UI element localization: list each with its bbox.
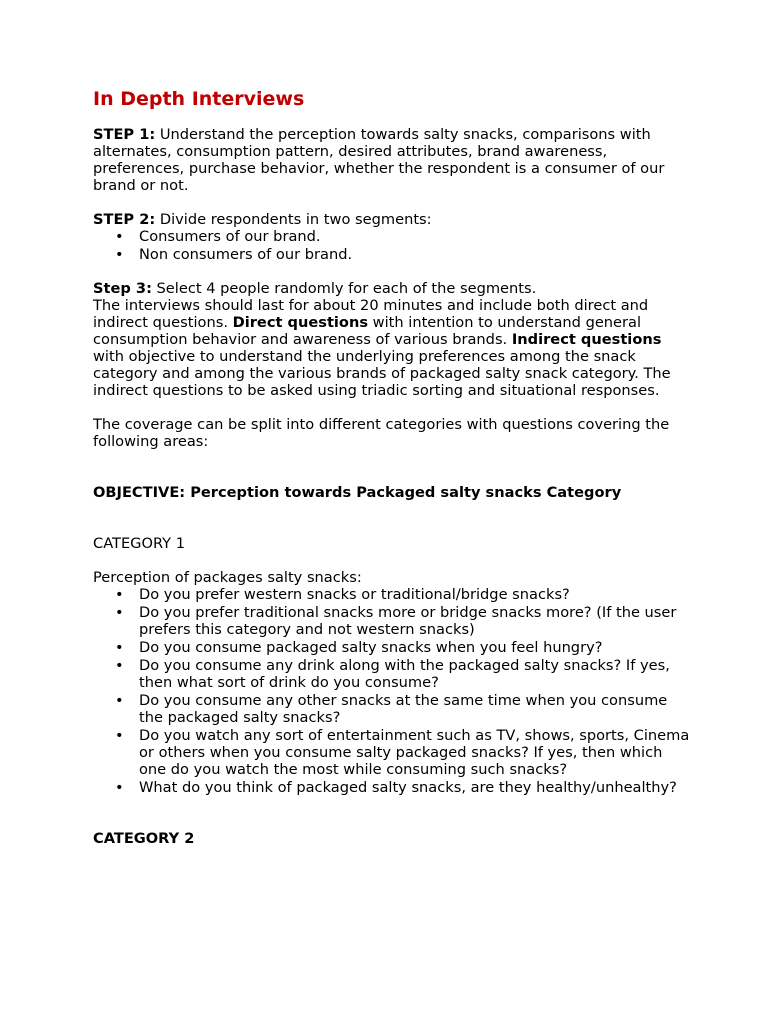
step2-text: Divide respondents in two segments: — [155, 211, 432, 228]
step2-paragraph — [93, 211, 693, 228]
direct-questions-label: Direct questions — [232, 314, 369, 331]
objective-text: OBJECTIVE: Perception towards Packaged salty snacks Category — [93, 484, 622, 501]
list-item: • Do you consume any drink along with the packaged salty snacks? If yes, then what sort of drink do you consume? — [93, 657, 693, 691]
objective-heading — [93, 484, 693, 501]
coverage-paragraph: The coverage can be split into different categories with questions covering the following areas: — [93, 416, 670, 450]
list-item: • What do you think of packaged salty snacks, are they healthy/unhealthy? — [93, 779, 693, 796]
category2-heading — [93, 830, 693, 847]
step3-paragraph — [93, 280, 693, 297]
list-item: • Non consumers of our brand. — [93, 246, 693, 263]
category1-heading: CATEGORY 1 — [93, 535, 186, 552]
list-item: • Consumers of our brand. — [93, 228, 693, 245]
step2-label: STEP 2: — [93, 211, 156, 228]
list-item: • Do you consume packaged salty snacks when you feel hungry? — [93, 639, 693, 656]
list-item: • Do you prefer western snacks or traditional/bridge snacks? — [93, 586, 693, 603]
document-page — [93, 86, 693, 847]
list-item: • Do you consume any other snacks at the same time when you consume the packaged salty snacks? — [93, 692, 693, 726]
list-item: • Do you prefer traditional snacks more or bridge snacks more? (If the user prefers this category and not western snacks) — [93, 604, 693, 638]
step3-label: Step 3: — [93, 280, 152, 297]
interview-text-b: with intention to understand general consumption behavior and awareness of various brands. — [93, 314, 642, 348]
interview-description — [93, 297, 693, 399]
indirect-questions-label: Indirect questions — [511, 331, 662, 348]
category1-questions — [93, 586, 693, 796]
step3-text: Select 4 people randomly for each of the segments. — [151, 280, 537, 297]
segments-list — [93, 228, 693, 263]
step1-text: Understand the perception towards salty snacks, comparisons with alternates, consumption pattern, desired attributes, brand awareness, preferences, purchase behavior, whether the respondent is a consumer of our brand or not. — [93, 126, 665, 194]
step1-paragraph — [93, 126, 693, 194]
page-title: In Depth Interviews — [93, 88, 305, 110]
list-item: • Do you watch any sort of entertainment such as TV, shows, sports, Cinema or others when you consume salty packaged snacks? If yes, then which one do you watch the most while consuming such snacks? — [93, 727, 693, 778]
interview-text-a: The interviews should last for about 20 minutes and include both direct and indirect questions. — [93, 297, 649, 331]
interview-text-c: with objective to understand the underlying preferences among the snack category and among the various brands of packaged salty snack category. The indirect questions to be asked using triadic sorting and situational responses. — [93, 348, 671, 399]
category2-text: CATEGORY 2 — [93, 830, 195, 847]
step1-label: STEP 1: — [93, 126, 156, 143]
category1-intro: Perception of packages salty snacks: — [93, 569, 362, 586]
